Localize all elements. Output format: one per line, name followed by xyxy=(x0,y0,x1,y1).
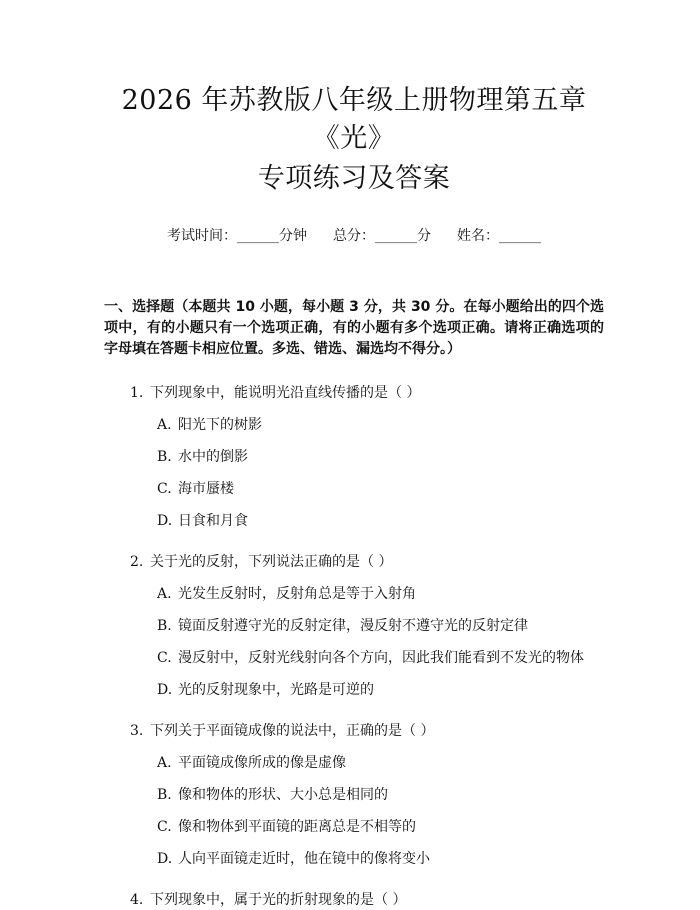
option-text: 光发生反射时，反射角总是等于入射角 xyxy=(178,586,416,602)
option-item xyxy=(157,849,604,869)
option-item xyxy=(157,616,604,636)
option-item xyxy=(157,415,604,435)
option-letter: A. xyxy=(157,417,172,433)
question-number: 4. xyxy=(130,892,144,908)
option-item xyxy=(157,584,604,604)
option-text: 水中的倒影 xyxy=(178,449,248,465)
option-letter: B. xyxy=(157,618,172,634)
exam-info xyxy=(104,226,604,246)
page-title-line-1: 2026 年苏教版八年级上册物理第五章《光》 xyxy=(121,85,587,154)
question-4 xyxy=(130,890,604,910)
page-title-line-2: 专项练习及答案 xyxy=(257,163,451,194)
question-number: 3. xyxy=(130,723,144,739)
option-text: 阳光下的树影 xyxy=(178,417,262,433)
option-text: 像和物体的形状、大小总是相同的 xyxy=(178,787,388,803)
question-number: 1. xyxy=(130,385,144,401)
option-letter: D. xyxy=(157,851,173,867)
option-text: 人向平面镜走近时，他在镜中的像将变小 xyxy=(178,851,430,867)
exam-time-label: 考试时间：______分钟 xyxy=(167,228,307,244)
section-heading: 一、选择题（本题共 10 小题，每小题 3 分，共 30 分。在每小题给出的四个选项中，有的小题只有一个选项正确，有的小题有多个选项正确。请将正确选项的字母填在答题卡相应位置。多选、错选、漏选均不得分。） xyxy=(104,299,604,357)
option-item xyxy=(157,511,604,531)
question-1 xyxy=(130,383,604,403)
option-item xyxy=(157,753,604,773)
question-number: 2. xyxy=(130,554,144,570)
option-letter: D. xyxy=(157,513,173,529)
option-letter: C. xyxy=(157,650,172,666)
option-item xyxy=(157,785,604,805)
question-list xyxy=(104,383,604,910)
title-block xyxy=(104,0,604,198)
option-letter: C. xyxy=(157,481,172,497)
question-text: 下列关于平面镜成像的说法中，正确的是（ ） xyxy=(150,723,435,739)
question-text: 下列现象中，属于光的折射现象的是（ ） xyxy=(150,892,407,908)
option-text: 镜面反射遵守光的反射定律，漫反射不遵守光的反射定律 xyxy=(178,618,528,634)
option-text: 海市蜃楼 xyxy=(178,481,234,497)
option-text: 日食和月食 xyxy=(178,513,248,529)
name-label: 姓名：______ xyxy=(457,228,541,244)
option-letter: A. xyxy=(157,755,172,771)
option-item xyxy=(157,479,604,499)
question-2 xyxy=(130,552,604,572)
option-letter: B. xyxy=(157,787,172,803)
question-3 xyxy=(130,721,604,741)
option-text: 光的反射现象中，光路是可逆的 xyxy=(178,682,374,698)
option-item xyxy=(157,447,604,467)
option-letter: B. xyxy=(157,449,172,465)
option-text: 漫反射中，反射光线射向各个方向，因此我们能看到不发光的物体 xyxy=(178,650,584,666)
option-text: 平面镜成像所成的像是虚像 xyxy=(178,755,346,771)
option-letter: C. xyxy=(157,819,172,835)
total-score-label: 总分：______分 xyxy=(333,228,431,244)
option-item xyxy=(157,680,604,700)
option-item xyxy=(157,648,604,668)
option-letter: A. xyxy=(157,586,172,602)
option-text: 像和物体到平面镜的距离总是不相等的 xyxy=(178,819,416,835)
question-text: 下列现象中，能说明光沿直线传播的是（ ） xyxy=(150,385,421,401)
question-text: 关于光的反射，下列说法正确的是（ ） xyxy=(150,554,393,570)
option-item xyxy=(157,817,604,837)
option-letter: D. xyxy=(157,682,173,698)
